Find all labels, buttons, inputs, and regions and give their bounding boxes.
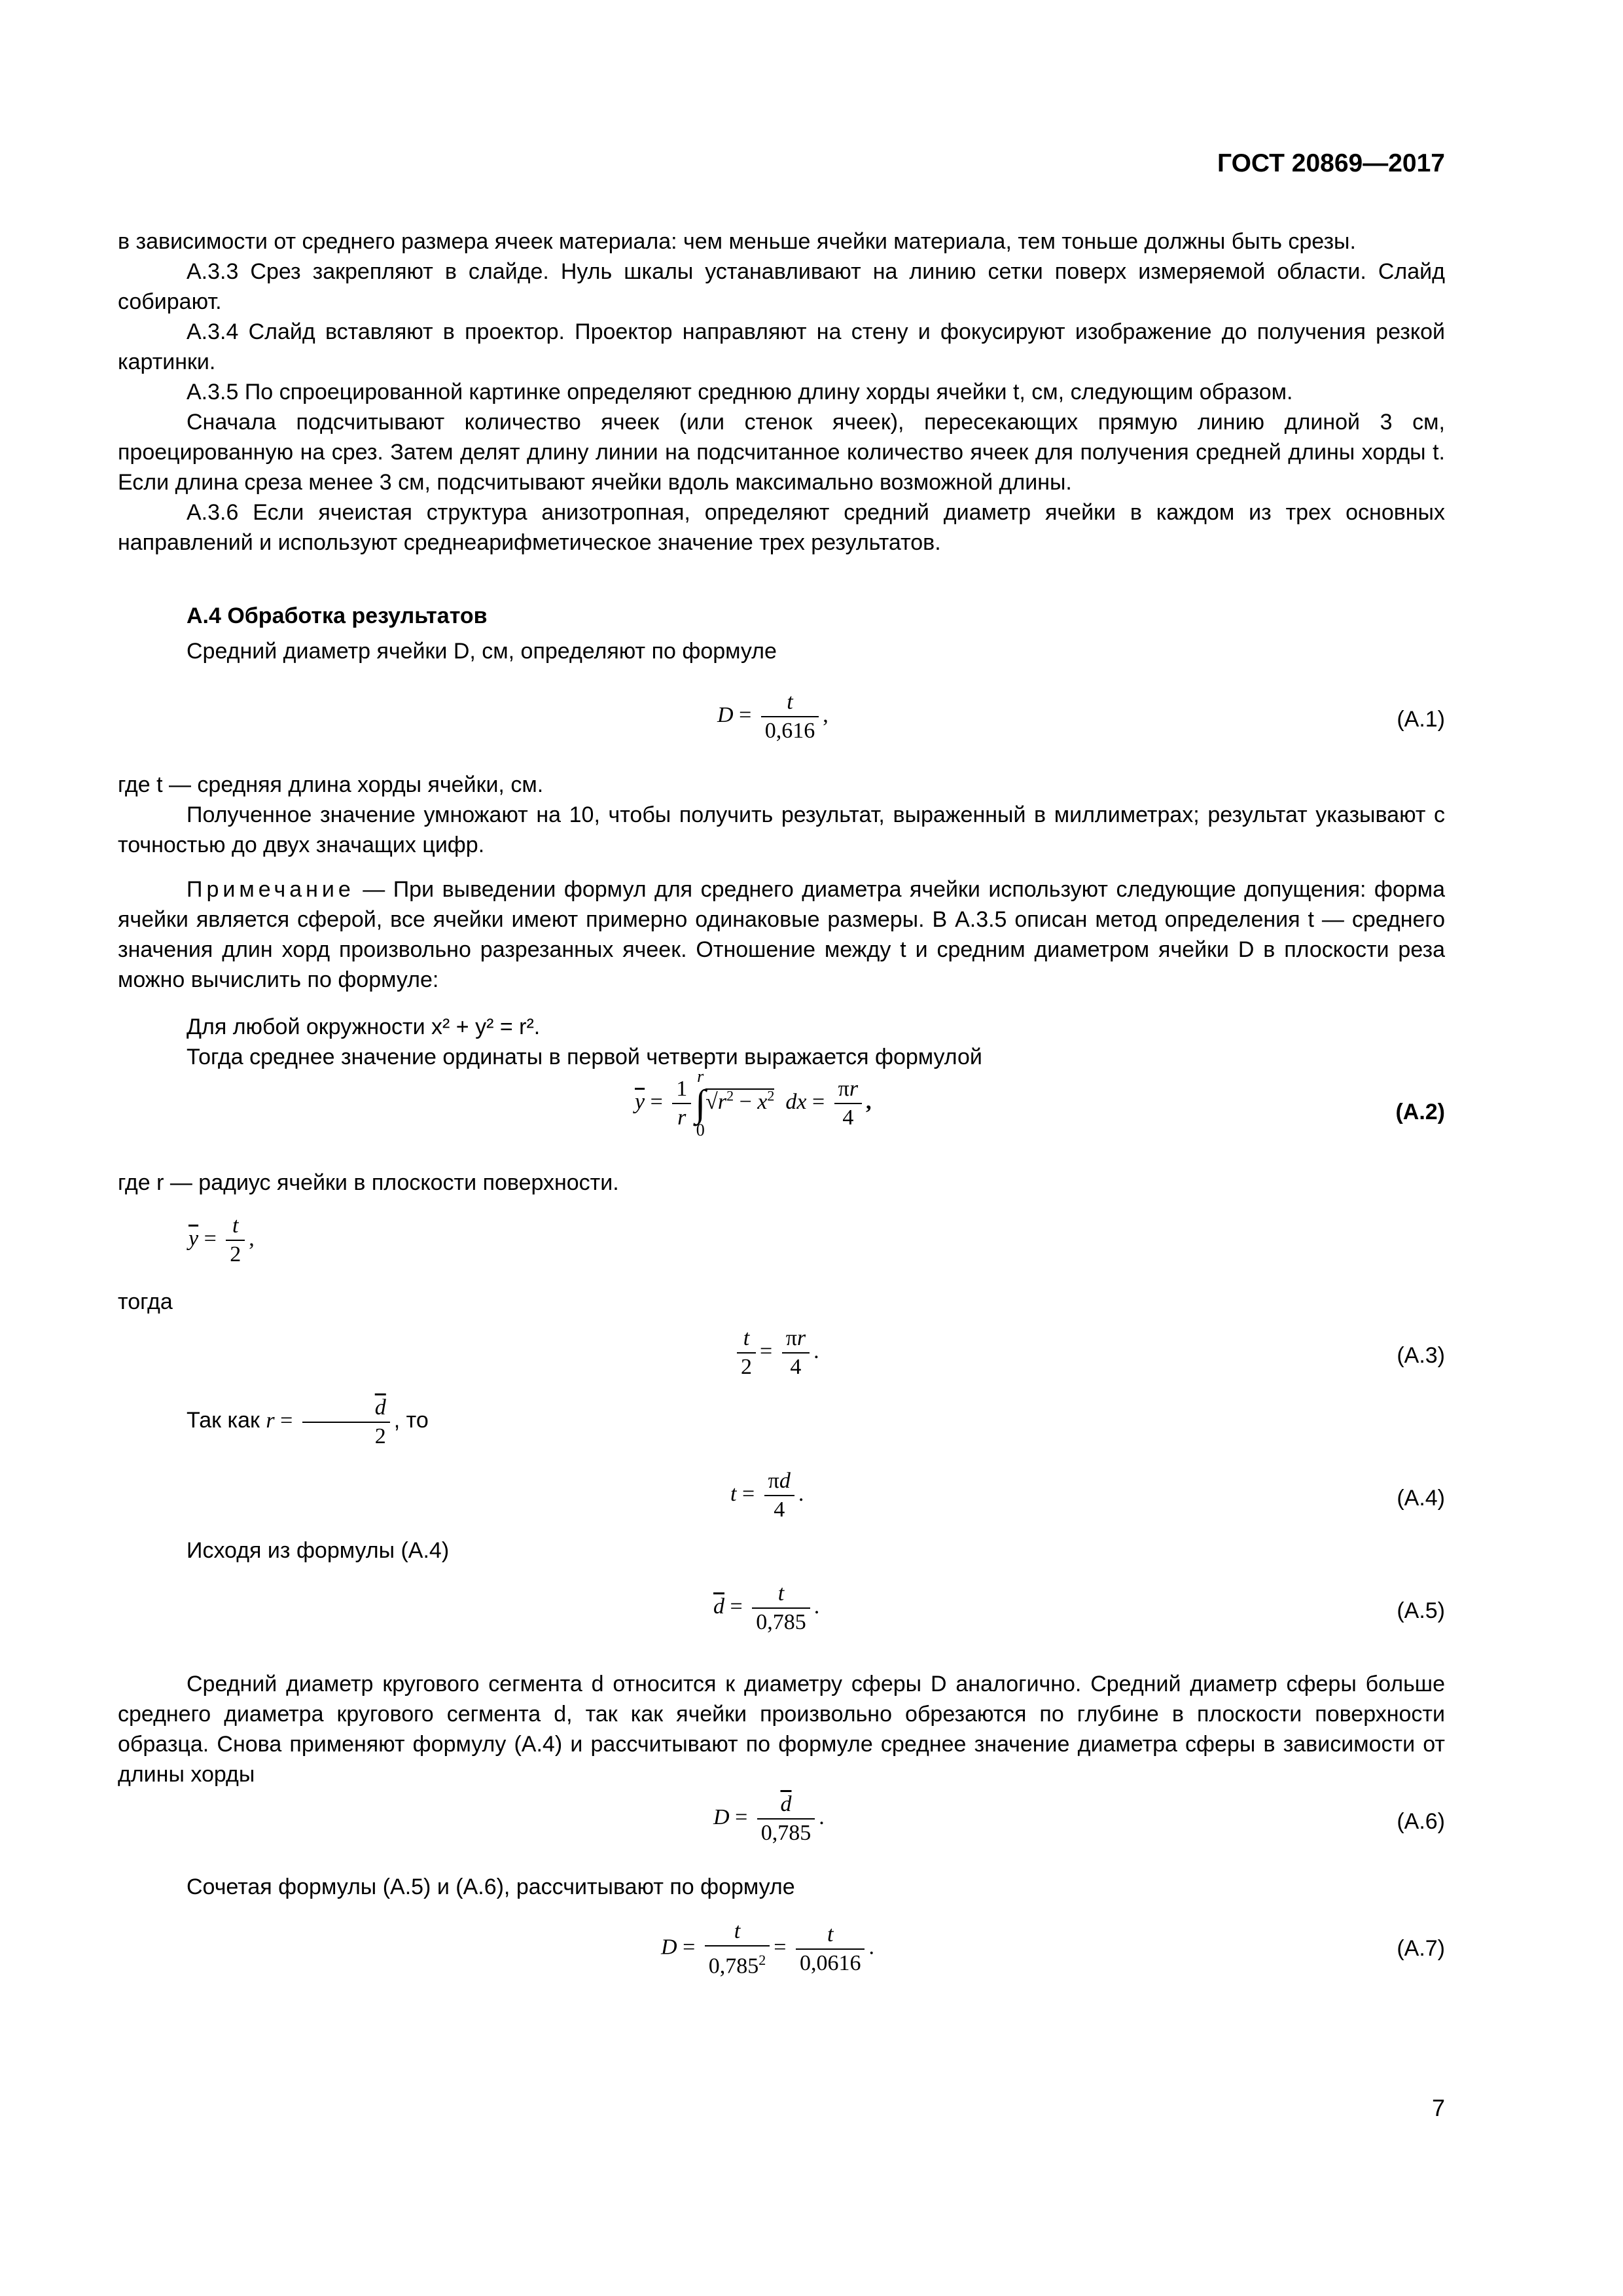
equation-number: (А.2) (1395, 1100, 1445, 1124)
word-togda: тогда (118, 1289, 173, 1314)
equation-number: (А.4) (1397, 1486, 1445, 1511)
paragraph-multiply: Полученное значение умножают на 10, чтобы получить результат, выраженный в миллиметрах; результат указывают с точностью до двух значащих цифр. (118, 802, 1445, 857)
formula-r: r = $\frac{\overline{d}}{2}$ (266, 1408, 393, 1433)
formula-a4: t = $\frac{\pi d}{4}$ . (730, 1469, 804, 1522)
equation-number: (А.1) (1397, 707, 1445, 732)
paragraph-segment: Средний диаметр кругового сегмента d относится к диаметру сферы D аналогично. Средний диаметр сферы больше среднего диаметра кругового сегмента d, так как ячейки произвольно обрезаются по глубине в плоскости поверхности образца. Снова применяют формулу (А.4) и рассчитывают по формуле среднее значение диаметра сферы в зависимости от длины хорды (118, 1672, 1445, 1787)
paragraph-a34: А.3.4 Слайд вставляют в проектор. Проектор направляют на стену и фокусируют изображение до получения резкой картинки. (118, 319, 1445, 374)
section-heading: А.4 Обработка результатов (187, 603, 488, 628)
formula-a1: D = $\frac{t}{0,616}$ , (717, 690, 829, 743)
equation-number: (А.6) (1397, 1809, 1445, 1834)
equation-number: (А.5) (1397, 1598, 1445, 1623)
formula-y-bar: $\overline{y}$ = $\frac{t}{2}$ , (188, 1213, 255, 1266)
paragraph-a35: А.3.5 По спроецированной картинке определяют среднюю длину хорды ячейки t, см, следующим образом. (187, 380, 1293, 404)
segment-text (118, 1669, 1445, 1789)
paragraph-a33: А.3.3 Срез закрепляют в слайде. Нуль шкалы устанавливают на линию сетки поверх измеряемой области. Слайд собирают. (118, 259, 1445, 314)
note-text: — При выведении формул для среднего диаметра ячейки используют следующие допущения: форма ячейки является сферой, все ячейки имеют примерно одинаковые размеры. В А.3.5 описан метод определения t — среднего значения длин хорд произвольно разрезанных ячеек. Отношение между t и средним диаметром ячейки D в плоскости реза можно вычислить по формуле: (118, 877, 1445, 992)
body-text-after-a1 (118, 770, 1445, 1072)
equation-number: (А.7) (1397, 1936, 1445, 1961)
document-header: ГОСТ 20869—2017 (1217, 149, 1445, 177)
equation-number: (А.3) (1397, 1343, 1445, 1368)
note-label: Примечание (187, 877, 355, 902)
paragraph-first: Сначала подсчитывают количество ячеек (или стенок ячеек), пересекающих прямую линию длиной 3 см, проецированную на срез. Затем делят длину линии на подсчитанное количество ячеек для получения средней длины хорды t. Если длина среза менее 3 см, подсчитывают ячейки вдоль максимально возможной длины. (118, 410, 1445, 495)
word-togda-wrap (118, 1287, 1445, 1317)
formula-a3: $\frac{t}{2}$ = $\frac{\pi r}{4}$ . (733, 1325, 819, 1381)
formula-a2: $\overline{y}$ = $\frac{1}{r}$ r ∫ $0√r^2 - x^2$ dx = $\frac{\pi r}{4}$ , (635, 1067, 872, 1139)
paragraph-where-t: где t — средняя длина хорды ячейки, см. (118, 772, 544, 797)
formula-a5: $\overline{d}$ = $\frac{t}{0,785}$ . (713, 1581, 820, 1634)
from-line (118, 1535, 1445, 1566)
paragraph-from: Исходя из формулы (А.4) (187, 1538, 450, 1563)
paragraph-intro: в зависимости от среднего размера ячеек материала: чем меньше ячейки материала, тем тоньше должны быть срезы. (118, 229, 1356, 254)
formula-a6: D = $\frac{\overline{d}}{0,785}$ . (713, 1792, 825, 1845)
paragraph-then: Тогда среднее значение ординаты в первой четверти выражается формулой (187, 1045, 982, 1069)
paragraph-where-r-wrap (118, 1168, 1445, 1198)
paragraph-combine: Сочетая формулы (А.5) и (А.6), рассчитывают по формуле (187, 1874, 795, 1899)
combine-line (118, 1872, 1445, 1902)
paragraph-since (118, 1394, 1445, 1450)
since-line (118, 1394, 1445, 1450)
section-a4 (118, 601, 1445, 666)
paragraph-circle: Для любой окружности x² + y² = r². (187, 1014, 541, 1039)
to-word: , то (393, 1407, 429, 1433)
page-number: 7 (1431, 2094, 1445, 2121)
formula-a7: D = $\frac{t}{0,785^2}$ = $\frac{t}{0,0616}$ . (661, 1919, 874, 1979)
paragraph-avg-d: Средний диаметр ячейки D, см, определяют по формуле (187, 639, 777, 664)
paragraph-a36: А.3.6 Если ячеистая структура анизотропная, определяют средний диаметр ячейки в каждом из трех основных направлений и используют среднеарифметическое значение трех результатов. (118, 500, 1445, 555)
note-paragraph (118, 874, 1445, 995)
since-word: Так как (187, 1407, 260, 1433)
body-text-top (118, 226, 1445, 558)
paragraph-where-r: где r — радиус ячейки в плоскости поверхности. (118, 1170, 619, 1195)
